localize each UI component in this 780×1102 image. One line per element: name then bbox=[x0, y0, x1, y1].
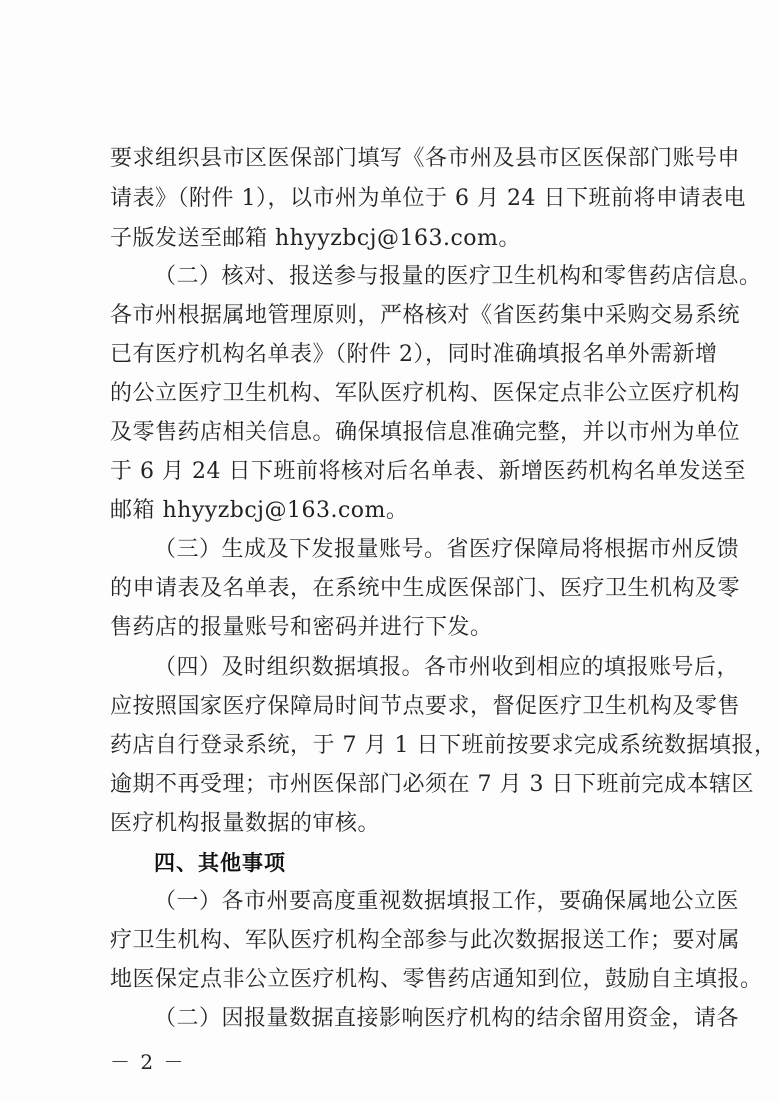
text-line: 疗卫生机构、军队医疗机构全部参与此次数据报送工作；要对属 bbox=[110, 928, 741, 953]
text-line: 子版发送至邮箱 hhyyzbcj@163.com。 bbox=[110, 226, 521, 251]
text-line: 逾期不再受理；市州医保部门必须在 7 月 3 日下班前完成本辖区 bbox=[110, 772, 754, 797]
text-line: 各市州根据属地管理原则，严格核对《省医药集中采购交易系统 bbox=[110, 303, 741, 328]
text-line: 已有医疗机构名单表》（附件 2），同时准确填报名单外需新增 bbox=[110, 342, 718, 367]
text-line: （二）因报量数据直接影响医疗机构的结余留用资金，请各 bbox=[154, 1006, 740, 1031]
text-line: 应按照国家医疗保障局时间节点要求，督促医疗卫生机构及零售 bbox=[110, 694, 741, 719]
text-line: 于 6 月 24 日下班前将核对后名单表、新增医药机构名单发送至 bbox=[110, 459, 746, 484]
text-line: 地医保定点非公立医疗机构、零售药店通知到位，鼓励自主填报。 bbox=[110, 967, 763, 992]
text-line: 售药店的报量账号和密码并进行下发。 bbox=[110, 615, 493, 640]
text-line: 邮箱 hhyyzbcj@163.com。 bbox=[110, 498, 409, 523]
section-heading: 四、其他事项 bbox=[154, 851, 286, 875]
text-line: 要求组织县市区医保部门填写《各市州及县市区医保部门账号申 bbox=[110, 146, 741, 171]
text-line: 及零售药店相关信息。确保填报信息准确完整，并以市州为单位 bbox=[110, 420, 741, 445]
page-number: － 2 － bbox=[110, 1050, 186, 1074]
text-line: （一）各市州要高度重视数据填报工作，要确保属地公立医 bbox=[154, 889, 740, 914]
text-line: （二）核对、报送参与报量的医疗卫生机构和零售药店信息。 bbox=[154, 264, 762, 289]
text-line: （四）及时组织数据填报。各市州收到相应的填报账号后， bbox=[154, 655, 740, 680]
text-line: 的申请表及名单表，在系统中生成医保部门、医疗卫生机构及零 bbox=[110, 576, 741, 601]
text-line: 药店自行登录系统，于 7 月 1 日下班前按要求完成系统数据填报， bbox=[110, 733, 777, 758]
text-line: 请表》（附件 1），以市州为单位于 6 月 24 日下班前将申请表电 bbox=[110, 186, 746, 211]
text-line: （三）生成及下发报量账号。省医疗保障局将根据市州反馈 bbox=[154, 537, 740, 562]
text-line: 医疗机构报量数据的审核。 bbox=[110, 811, 381, 836]
text-line: 的公立医疗卫生机构、军队医疗机构、医保定点非公立医疗机构 bbox=[110, 381, 741, 406]
